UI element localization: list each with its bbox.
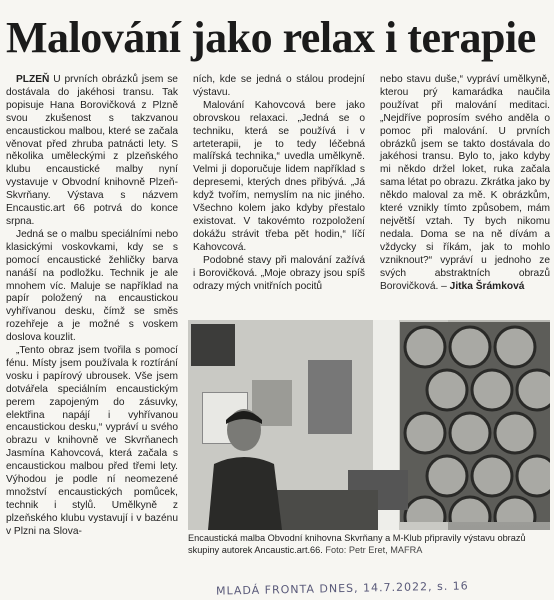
paragraph: U prvních obrázků jsem se dostávala do jakéhosi transu. Tak popisuje Hana Borovičková z Plzně svou zkušenost s takzvanou encaustickou malbou, které se začala věnovat před zhruba patnácti lety. S několika uměleckými z plzeňského klubu encaustické malby nyní vystavuje v Obvodní knihovně Plzeň-Skvrňany. Výstava s názvem Encaustic.art 66 potrvá do konce srpna.	[6, 74, 178, 227]
handwritten-source-note: MLADÁ FRONTA DNES, 14.7.2022, s. 16	[215, 579, 469, 598]
paragraph: ních, kde se jedná o stálou prodejní výstavu.	[193, 74, 365, 98]
article-headline: Malování jako relax i terapie	[6, 13, 536, 62]
paragraph: „Tento obraz jsem tvořila s pomocí fénu. Místy jsem používala k roztírání vosku i papírový ubrousek. Vše jsem dotvářela speciálním encaustickým perem zapojeným do zásuvky, elektřina napájí i vyhřívanou encaustickou desku,“ vypráví u svého obrazu v knihovně ve Skvrňanech Jasmína Kahovcová, která začala s encaustickou malbou před třemi lety. Výhodou je podle ní neomezené množství encaustických pomůcek, technik i stylů. Umělkyně z plzeňského klubu vystavují i v bazénu v Plzni na Slova-	[6, 345, 178, 537]
paragraph: Malování Kahovcová bere jako obrovskou relaxaci. „Jedná se o techniku, která se používá i v arteterapii, je to tedy léčebná malířská technika,“ uvedla umělkyně. Velmi ji doporučuje lidem například s depresemi, kterých dnes přibývá. „Já když tvořím, nemyslím na nic jiného. Všechno kolem jako kdyby přestalo existovat. V takovémto rozpoložení dokážu strávit třeba pět hodin,“ líčí Kahovcová.	[193, 99, 365, 253]
article-column-2	[193, 74, 365, 293]
article-photo	[188, 320, 550, 530]
photo-caption	[188, 532, 552, 556]
paragraph: nebo stavu duše,“ vypráví umělkyně, kterou prý kamarádka naučila používat při malování meditaci. „Nejdříve poprosím svého anděla o pomoc při malování. U prvních obrázků jsem se takto dostávala do jakéhosi transu. Bylo to, jako kdyby mi někdo držel loket, ruka začala sama létat po obrazu. Zkrátka jako by někdo maloval za mě. K obrázkům, které vznikly tímto způsobem, mám největší vztah. Ty bych nikomu nedala. Doma se na ně dívám a vždycky si říkám, jak to mohlo vzniknout?“ vypráví u jednoho ze svých abstraktních obrazů Borovičková. –	[380, 74, 550, 292]
dateline: PLZEŇ	[16, 74, 50, 85]
caption-text: Encaustická malba Obvodní knihovna Skvrňany a M-Klub připravily výstavu obrazů skupiny autorek Ancaustic.art.66.	[188, 533, 526, 555]
photo-credit: Foto: Petr Eret, MAFRA	[325, 545, 423, 555]
article-column-3	[380, 74, 550, 293]
circle-painting	[400, 322, 550, 522]
paragraph: Jedná se o malbu speciálními nebo klasickými voskovkami, kdy se s pomocí encaustické žehličky barva nanáší na podložku. Technik je ale mnohem víc. Maluje se například na papír položený na encaustickou vyhřívanou desku, čímž se směs rozehřeje a je možné s voskem doslova kouzlit.	[6, 228, 178, 344]
person	[204, 402, 284, 530]
article-column-1	[6, 74, 178, 539]
painting	[191, 324, 235, 366]
paragraph: Podobné stavy při malování zažívá i Borovičková. „Moje obrazy jsou spíš odrazy mých vnitřních pocitů	[193, 254, 365, 292]
author-signature: Jitka Šrámková	[449, 280, 525, 292]
painting	[308, 360, 352, 434]
